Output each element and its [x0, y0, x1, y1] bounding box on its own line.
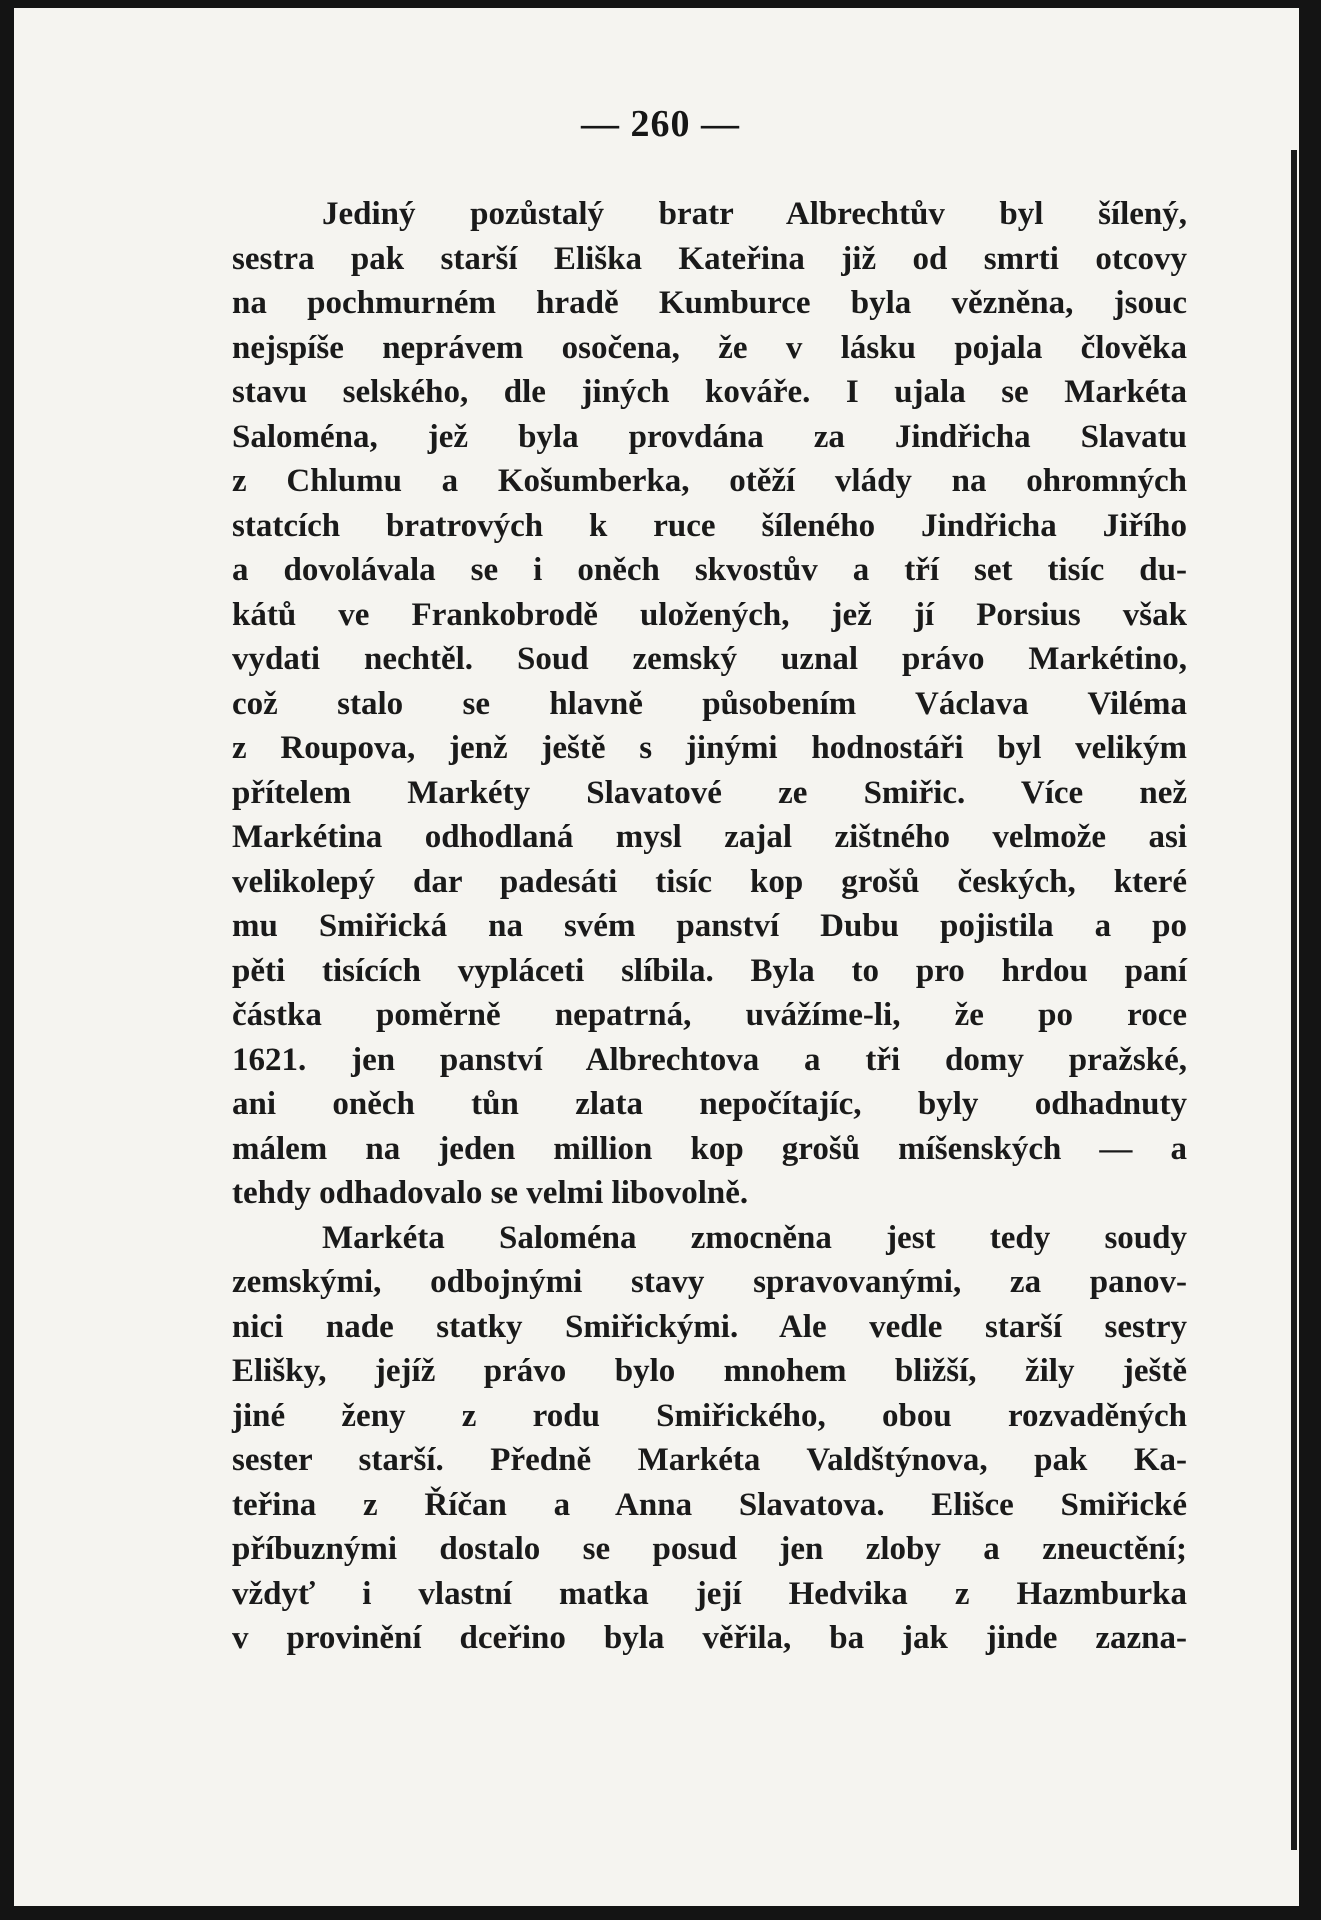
text-line: Markétina odhodlaná mysl zajal zištného velmože asi	[232, 819, 1187, 855]
text-line: stavu selského, dle jiných kováře. I ujala se Markéta	[232, 374, 1187, 410]
text-line: přítelem Markéty Slavatové ze Smiřic. Více než	[232, 774, 1187, 811]
text-line: v provinění dceřino byla věřila, ba jak jinde zazna-	[232, 1620, 1187, 1656]
text-line: což stalo se hlavně působením Václava Viléma	[232, 685, 1187, 722]
text-line: 1621. jen panství Albrechtova a tři domy pražské,	[232, 1041, 1187, 1078]
text-line: příbuznými dostalo se posud jen zloby a zneuctění;	[232, 1531, 1187, 1567]
page-spine-shadow	[1291, 150, 1297, 1850]
text-line: zemskými, odbojnými stavy spravovanými, za panov-	[232, 1264, 1187, 1300]
text-line: vždyť i vlastní matka její Hedvika z Hazmburka	[232, 1575, 1187, 1612]
text-line: Elišky, jejíž právo bylo mnohem bližší, žily ještě	[232, 1353, 1187, 1389]
text-line: velikolepý dar padesáti tisíc kop grošů českých, které	[232, 863, 1187, 900]
page-number: — 260 —	[581, 103, 740, 145]
text-line: Markéta Saloména zmocněna jest tedy soudy	[322, 1219, 1187, 1256]
text-line: na pochmurném hradě Kumburce byla vězněna, jsouc	[232, 285, 1187, 321]
text-line: z Roupova, jenž ještě s jinými hodnostáři byl velikým	[232, 730, 1187, 766]
text-line: nejspíše neprávem osočena, že v lásku pojala člověka	[232, 329, 1187, 366]
text-line: Jediný pozůstalý bratr Albrechtův byl šílený,	[322, 196, 1187, 232]
text-line: nici nade statky Smiřickými. Ale vedle starší sestry	[232, 1308, 1187, 1345]
text-line: statcích bratrových k ruce šíleného Jindřicha Jiřího	[232, 507, 1187, 544]
text-line: mu Smiřická na svém panství Dubu pojistila a po	[232, 908, 1187, 944]
text-line: z Chlumu a Košumberka, otěží vlády na ohromných	[232, 463, 1187, 499]
text-line: málem na jeden million kop grošů míšenských — a	[232, 1130, 1187, 1167]
text-line: vydati nechtěl. Soud zemský uznal právo Markétino,	[232, 641, 1187, 677]
text-line: tehdy odhadovalo se velmi libovolně.	[232, 1175, 749, 1211]
text-line: Saloména, jež byla provdána za Jindřicha Slavatu	[232, 418, 1187, 455]
text-line: pěti tisících vypláceti slíbila. Byla to pro hrdou paní	[232, 952, 1187, 989]
text-line: jiné ženy z rodu Smiřického, obou rozvaděných	[232, 1397, 1187, 1434]
text-line: částka poměrně nepatrná, uvážíme-li, že po roce	[232, 997, 1187, 1033]
text-line: teřina z Říčan a Anna Slavatova. Elišce Smiřické	[232, 1486, 1187, 1523]
body-text	[232, 192, 1187, 1661]
text-line: ani oněch tůn zlata nepočítajíc, byly odhadnuty	[232, 1086, 1187, 1122]
text-line: kátů ve Frankobrodě uložených, jež jí Porsius však	[232, 596, 1187, 633]
text-line: a dovolávala se i oněch skvostův a tří set tisíc du-	[232, 552, 1187, 588]
text-line: sestra pak starší Eliška Kateřina již od smrti otcovy	[232, 240, 1187, 277]
text-line: sester starší. Předně Markéta Valdštýnova, pak Ka-	[232, 1442, 1187, 1478]
